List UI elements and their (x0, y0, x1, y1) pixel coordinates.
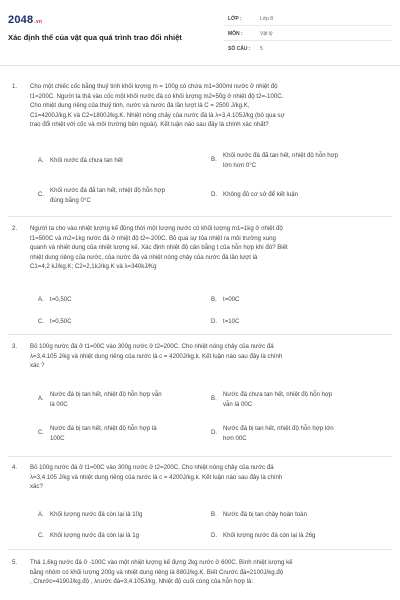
question-text (30, 82, 390, 130)
worksheet-header (0, 0, 400, 66)
answer-option-b[interactable] (211, 151, 391, 171)
option-text: t=10C (223, 318, 240, 325)
option-label: C. (38, 532, 45, 539)
option-text: 100C (50, 435, 65, 442)
option-text: t=0,50C (50, 296, 72, 303)
option-text: Nước đá bị tan hết, nhiệt độ hỗn hợp lớn (223, 425, 334, 432)
question-line: t1=500C và m2=1kg nước đá ở nhiệt độ t2=-200C. Bỏ qua sự tỏa nhiệt ra môi trường xung (30, 234, 276, 242)
option-text: Khối nước đá chưa tan hết (50, 157, 123, 164)
option-label: B. (211, 395, 217, 402)
question-divider (8, 456, 392, 457)
answer-option-c[interactable] (38, 186, 208, 206)
option-label: A. (38, 157, 44, 164)
question-4 (8, 463, 392, 553)
option-label: C. (38, 429, 45, 436)
option-text: là 00C (50, 401, 68, 408)
question-divider (8, 334, 392, 335)
question-1 (8, 82, 392, 222)
option-text: t=0,50C (50, 318, 72, 325)
question-text (30, 558, 390, 587)
question-line: λ=3,4.105 J/kg và nhiệt dung riêng của nước là c = 4200J/kg.k. Kết luận nào sau đây là chính (30, 352, 283, 360)
logo-text: 2048 (8, 14, 34, 26)
question-number: 3. (12, 343, 18, 350)
answer-option-b[interactable] (211, 390, 391, 410)
meta-row-subject (224, 27, 392, 41)
option-text: Nước đá chưa tan hết, nhiệt độ hỗn hợp (223, 391, 333, 398)
question-line: xác ? (30, 362, 45, 370)
meta-value: Vật lý (260, 31, 273, 37)
option-label: D. (211, 532, 218, 539)
answer-option-d[interactable] (211, 424, 391, 444)
question-line: xác? (30, 483, 43, 491)
meta-row-class (224, 12, 392, 26)
option-label: B. (211, 511, 217, 518)
question-line: λ=3,4.105 J/kg và nhiệt dung riêng của nước là c = 4200J/kg.k. Kết luận nào sau đây là chính (30, 473, 283, 481)
option-text: đúng bằng 0°C (50, 197, 91, 204)
question-line: , Cnước=4190J/kg.độ , λnước đá=3,4.105J/kg. Nhiệt độ cuối cùng của hỗn hợp là: (30, 578, 254, 586)
question-text (30, 224, 390, 272)
question-line: Bỏ 100g nước đá ở t1=00C vào 300g nước ở t2=200C. Cho nhiệt nóng chảy của nước đá (30, 464, 274, 471)
question-divider (8, 549, 392, 550)
answer-option-c[interactable] (38, 424, 208, 444)
option-label: D. (211, 318, 218, 325)
option-label: A. (38, 511, 44, 518)
question-text (30, 463, 390, 492)
option-text: Nước đá bị tan hết, nhiệt độ hỗn hợp vẫn (50, 391, 162, 398)
page-title: Xác định thể của vật qua quá trình trao đổi nhiệt (8, 33, 182, 42)
question-line: bằng nhôm có khối lượng 200g và nhiệt dung riêng là 880J/kg.K. Biết Cnước đá=2100J/kg.độ (30, 568, 284, 576)
option-text: Không đủ cơ sở để kết luận (223, 191, 299, 198)
question-5 (8, 558, 392, 600)
option-label: A. (38, 296, 44, 303)
question-line: nhiệt dung riêng của nước, của nước đá và nhiệt nóng chảy của nước đá lần lượt là (30, 253, 258, 261)
question-line: Bỏ 100g nước đá ở t1=00C vào 300g nước ở t2=200C. Cho nhiệt nóng chảy của nước đá (30, 343, 274, 350)
question-line: C1=4200J/kg.K và C2=1800J/kg.K. Nhiệt nóng chảy của nước đá là λ=3,4.105J/kg (bỏ qua sự (30, 111, 285, 119)
option-text: Nước đá bị tan chảy hoàn toàn (223, 511, 307, 518)
option-text: Nước đá bị tan hết, nhiệt độ hỗn hợp là (50, 425, 157, 432)
site-logo[interactable] (8, 14, 42, 26)
option-label: B. (211, 156, 217, 163)
question-number: 5. (12, 559, 18, 566)
question-text (30, 342, 390, 371)
option-label: D. (211, 429, 218, 436)
option-text: Khối nước đá đã tan hết, nhiệt độ hỗn hợp (223, 152, 339, 159)
answer-option-a[interactable] (38, 390, 208, 410)
question-line: trao đổi nhiệt với cốc và môi trường bên ngoài). Kết luận nào sau đây là chính xác nhất? (30, 121, 269, 129)
meta-value: Lớp 8 (260, 16, 274, 22)
question-3 (8, 342, 392, 458)
question-number: 1. (12, 83, 18, 90)
option-label: C. (38, 191, 45, 198)
question-number: 4. (12, 464, 18, 471)
option-text: vẫn là 00C (223, 401, 253, 408)
question-line: Thả 1,6kg nước đá ở -100C vào một nhiệt lượng kế đựng 2kg nước ở 600C. Bình nhiệt lượng kế (30, 559, 293, 566)
question-line: quanh và nhiệt dung của nhiệt lượng kế. Xác định nhiệt độ cân bằng t của hỗn hợp khi đó? Biết (30, 244, 288, 252)
question-divider (8, 216, 392, 217)
question-2 (8, 224, 392, 338)
logo-domain: .vn (34, 19, 43, 25)
option-text: hơn 00C (223, 435, 247, 442)
question-line: Cho một chiếc cốc bằng thuỷ tinh khối lượng m = 100g có chứa m1=300ml nước ở nhiệt độ (30, 83, 278, 90)
option-text: Khối lượng nước đá còn lại là 10g (50, 511, 143, 518)
option-label: B. (211, 296, 217, 303)
question-line: Người ta cho vào nhiệt lượng kế đồng thời một lượng nước có khối lượng m1=1kg ở nhiệt độ (30, 225, 283, 232)
meta-key: SỐ CÂU : (228, 46, 251, 52)
question-line: C1=4,2 kJ/kg.K; C2=2,1kJ/kg.K và λ=340kJ/Kg (30, 263, 157, 271)
option-text: Khối nước đá đã tan hết, nhiệt độ hỗn hợp (50, 187, 166, 194)
meta-value: 5 (260, 46, 263, 52)
question-number: 2. (12, 225, 18, 232)
option-label: D. (211, 191, 218, 198)
option-text: Khối lượng nước đá còn lại là 26g (223, 532, 316, 539)
option-label: A. (38, 395, 44, 402)
option-label: C. (38, 318, 45, 325)
question-line: t1=200C. Người ta thả vào cốc một khối nước đá có khối lượng m2=50g ở nhiệt độ t2=-100C. (30, 92, 284, 100)
meta-key: MÔN : (228, 31, 243, 37)
option-text: Khối lượng nước đá còn lại là 1g (50, 532, 139, 539)
option-text: lớn hơn 0°C (223, 162, 257, 169)
option-text: t=00C (223, 296, 240, 303)
meta-row-count (224, 42, 392, 56)
question-line: Cho nhiệt dung riêng của thuỷ tinh, nước và nước đá lần lượt là C = 2500 J/kg.K, (30, 102, 250, 110)
meta-key: LỚP : (228, 16, 242, 22)
